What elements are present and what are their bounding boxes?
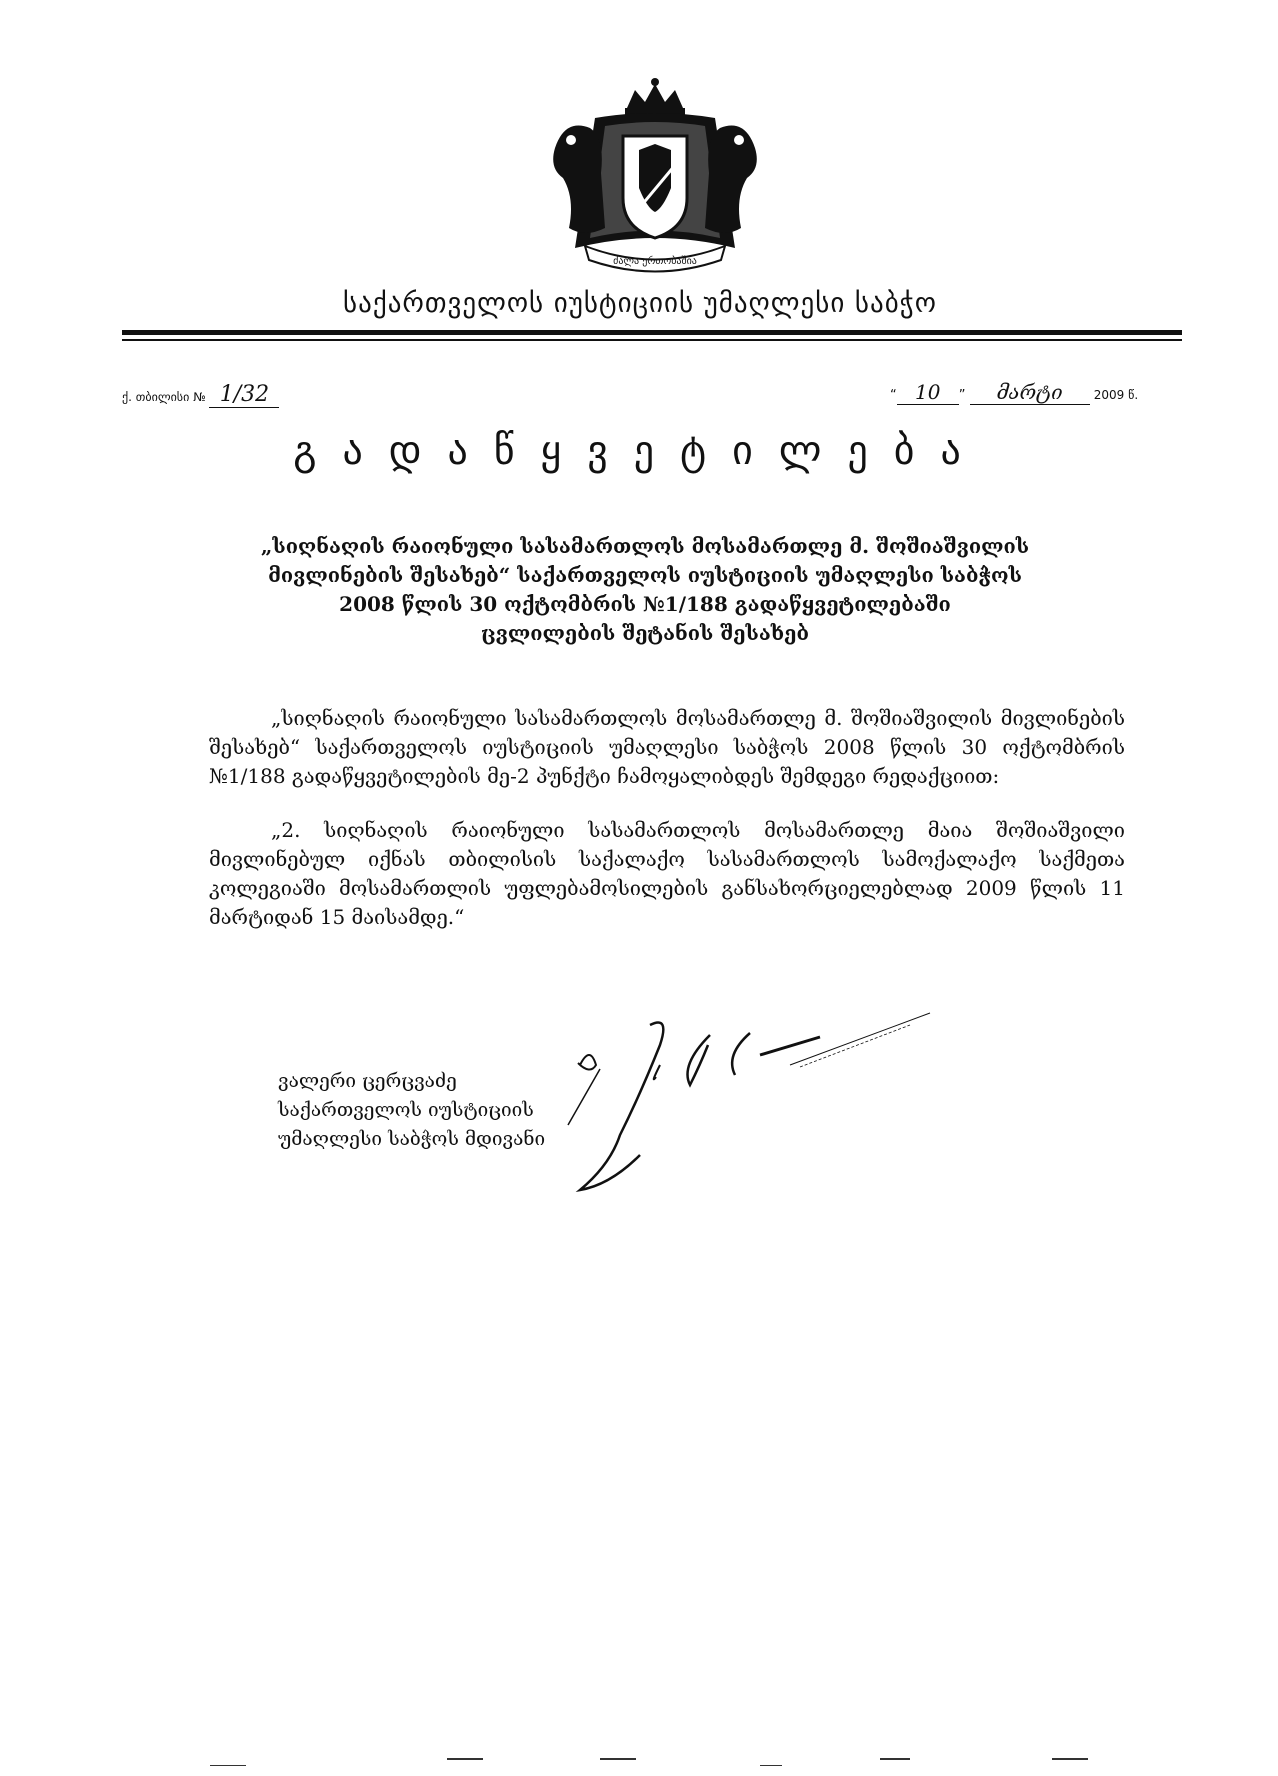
body-paragraph-1: „სიღნაღის რაიონული სასამართლოს მოსამართლე მ. შოშიაშვილის მივლინების შესახებ“ საქართველოს იუსტიციის უმაღლესი საბჭოს 2008 წლის 30 ოქტომბრის №1/188 გადაწყვეტილების მე-2 პუნქტი ჩამოყალიბდეს შემდეგი რედაქციით: (209, 706, 1125, 788)
reference-number: 1/32 (209, 382, 279, 408)
reference-day: 10 (897, 380, 959, 405)
scan-artifact (880, 1758, 910, 1760)
body-paragraph-2: „2. სიღნაღის რაიონული სასამართლოს მოსამართლე მაია შოშიაშვილი მივლინებულ იქნას თბილისის საქალაქო სასამართლოს სამოქალაქო საქმეთა კოლეგიაში მოსამართლის უფლებამოსილების განსახორციელებლად 2009 წლის 11 მარტიდან 15 მაისამდე.“ (209, 818, 1125, 929)
scan-artifact (447, 1758, 483, 1760)
document-subject (230, 532, 1060, 648)
header-divider-thin (122, 339, 1182, 341)
institution-name: საქართველოს იუსტიციის უმაღლესი საბჭო (343, 288, 937, 319)
reference-number-line (122, 382, 279, 408)
reference-label: ქ. თბილისი № (122, 390, 206, 404)
signatory-block (278, 1067, 545, 1154)
emblem-motto: ძალა ერთობაშია (613, 256, 697, 267)
signatory-title-line-1: საქართველოს იუსტიციის (278, 1099, 534, 1121)
scan-artifact (210, 1765, 246, 1766)
scan-artifact (760, 1765, 782, 1766)
signatory-name: ვალერი ცერცვაძე (278, 1070, 457, 1092)
subject-line: 2008 წლის 30 ოქტომბრის №1/188 გადაწყვეტილებაში (339, 592, 951, 616)
reference-month: მარტი (970, 380, 1090, 405)
signatory-title-line-2: უმაღლესი საბჭოს მდივანი (278, 1128, 546, 1150)
subject-line: „სიღნაღის რაიონული სასამართლოს მოსამართლე მ. შოშიაშვილის (260, 534, 1030, 558)
header-divider-thick (122, 330, 1182, 335)
reference-year: 2009 წ. (1093, 388, 1139, 402)
scan-artifact (600, 1758, 636, 1760)
document-type-title: გადაწყვეტილება (293, 428, 987, 474)
reference-date-line: “ 10 ” მარტი 2009 წ. (890, 380, 1139, 404)
subject-line: ცვლილების შეტანის შესახებ (481, 621, 809, 645)
scan-artifact (1052, 1758, 1088, 1760)
subject-line: მივლინების შესახებ“ საქართველოს იუსტიციის უმაღლესი საბჭოს (268, 563, 1022, 587)
coat-of-arms-emblem (535, 78, 775, 278)
handwritten-signature (560, 1005, 940, 1195)
